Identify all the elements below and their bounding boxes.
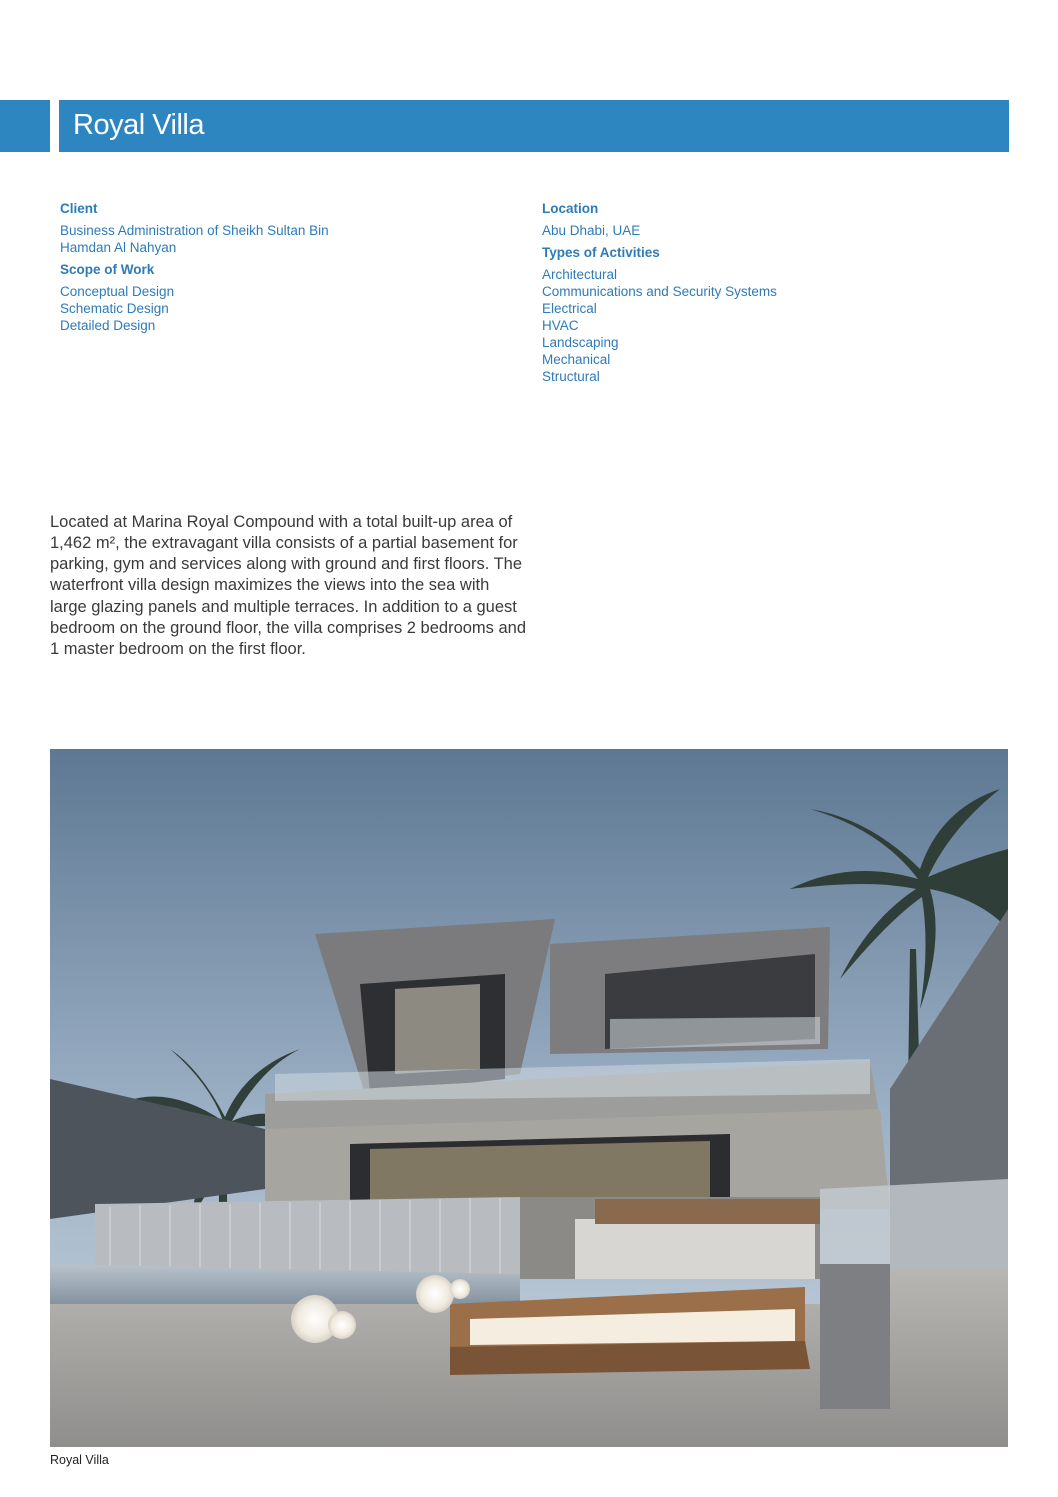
activity-item: Communications and Security Systems — [542, 284, 777, 299]
scope-list — [60, 283, 500, 334]
title-bar — [59, 100, 1009, 152]
location-label: Location — [542, 201, 599, 216]
scope-item: Conceptual Design — [60, 284, 175, 299]
activities-list — [542, 266, 1002, 385]
villa-rendering-image — [50, 749, 1008, 1447]
activities-label: Types of Activities — [542, 245, 660, 260]
image-caption: Royal Villa — [50, 1453, 109, 1467]
header-accent-block — [0, 100, 50, 152]
location-value: Abu Dhabi, UAE — [542, 223, 641, 238]
client-label: Client — [60, 201, 98, 216]
activity-item: Architectural — [542, 267, 618, 282]
activity-item: Landscaping — [542, 335, 619, 350]
scope-item: Schematic Design — [60, 301, 169, 316]
activity-item: Mechanical — [542, 352, 611, 367]
project-description: Located at Marina Royal Compound with a total built-up area of 1,462 m², the extravagant villa consists of a partial basement for parking, gym and services along with ground and first floors. The waterfront villa design maximizes the views into the sea with large glazing panels and multiple terraces. In addition to a guest bedroom on the ground floor, the villa comprises 2 bedrooms and 1 master bedroom on the first floor. — [50, 512, 527, 659]
activity-item: Structural — [542, 369, 600, 384]
page-title: Royal Villa — [73, 109, 204, 141]
activity-item: HVAC — [542, 318, 579, 333]
scope-item: Detailed Design — [60, 318, 156, 333]
activity-item: Electrical — [542, 301, 597, 316]
info-column-right — [542, 200, 1002, 390]
scope-label: Scope of Work — [60, 262, 155, 277]
client-value: Business Administration of Sheikh Sultan Bin Hamdan Al Nahyan — [60, 223, 329, 255]
info-column-left — [60, 200, 500, 339]
